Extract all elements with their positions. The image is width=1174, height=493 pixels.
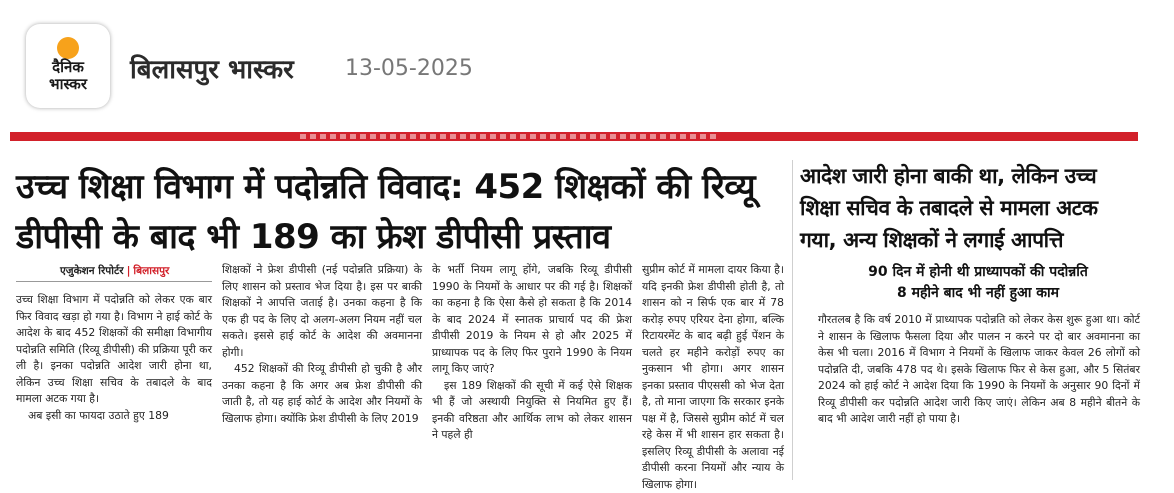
paragraph: सुप्रीम कोर्ट में मामला दायर किया है। यदि इनकी फ्रेश डीपीसी होती है, तो शासन को न सिर्फ एक बार में 78 करोड़ रुपए एरियर देना होगा, बल्कि रिटायरमेंट के बाद बढ़ी हुई पेंशन के चलते हर महीने करोड़ों रुपए का नुकसान भी होगा। अगर शासन इनका प्रस्ताव पीएससी को भेज देता है, तो माना जाएगा कि सरकार इनके पक्ष में है, जिससे सुप्रीम कोर्ट में चल रहे केस में भी शासन हार सकता है। इसलिए रिव्यू डीपीसी के अलावा नई डीपीसी करना नियमों और न्याय के खिलाफ होगा। (642, 263, 784, 491)
paragraph: गौरतलब है कि वर्ष 2010 में प्राध्यापक पदोन्नति को लेकर केस शुरू हुआ था। कोर्ट ने शासन के खिलाफ फैसला दिया और पालन न करने पर दो बार अवमानना का केस भी चला। 2016 में विभाग ने नियमों के खिलाफ जाकर केवल 26 लोगों को पदोन्नति दी, जबकि 478 पद थे। इसके खिलाफ फिर से केस हुआ, और 5 सितंबर 2024 को हाई कोर्ट ने आदेश दिया कि 1990 के नियमों के अनुसार 90 दिनों में रिव्यू डीपीसी कर पदोन्नति आदेश जारी किए जाएं। लेकिन अब 8 महीने बीतने के बाद भी आदेश जारी नहीं हो पाया है। (818, 313, 1140, 425)
byline-reporter: एजुकेशन रिपोर्टर (60, 265, 124, 277)
byline-rule (16, 281, 212, 282)
article-column-1 (16, 292, 212, 478)
paragraph: 452 शिक्षकों की रिव्यू डीपीसी हो चुकी है और उनका कहना है कि अगर अब फ्रेश डीपीसी की जाती है, तो यह हाई कोर्ट के आदेश और नियमों के खिलाफ होगा। क्योंकि फ्रेश डीपीसी के लिए 2019 (222, 362, 422, 425)
faint-print-strip (300, 134, 720, 139)
main-headline: उच्च शिक्षा विभाग में पदोन्नति विवाद: 452 शिक्षकों की रिव्यू डीपीसी के बाद भी 189 का फ्रेश डीपीसी प्रस्ताव (16, 167, 756, 257)
paragraph: उच्च शिक्षा विभाग में पदोन्नति को लेकर एक बार फिर विवाद खड़ा हो गया है। विभाग ने हाई कोर्ट के आदेश के बाद 452 शिक्षकों की समीक्षा विभागीय पदोन्नति समिति (रिव्यू डीपीसी) की प्रक्रिया पूरी कर ली है। इनका पदोन्नति आदेश जारी होना था, लेकिन उच्च शिक्षा सचिव के तबादले के बाद मामला अटक गया है। (16, 293, 212, 405)
logo-text-line2: भास्कर (49, 75, 87, 93)
sub-headline-line1: 90 दिन में होनी थी प्राध्यापकों की पदोन्नति (868, 264, 1088, 280)
side-headline: आदेश जारी होना बाकी था, लेकिन उच्च शिक्षा सचिव के तबादले से मामला अटक गया, अन्य शिक्षकों ने लगाई आपत्ति (800, 164, 1098, 252)
edition-name: बिलासपुर भास्कर (130, 55, 294, 85)
dainik-bhaskar-logo (26, 24, 110, 108)
sub-headline-line2: 8 महीने बाद भी नहीं हुआ काम (896, 285, 1060, 301)
paragraph: अब इसी का फायदा उठाते हुए 189 (28, 408, 169, 422)
logo-text-line1: दैनिक (52, 58, 84, 76)
sub-headline (818, 262, 1138, 304)
byline-place: बिलासपुर (133, 265, 170, 277)
sun-logo-icon (57, 37, 79, 59)
edition-date: 13-05-2025 (345, 56, 473, 81)
paragraph: शिक्षकों ने फ्रेश डीपीसी (नई पदोन्नति प्रक्रिया) के लिए शासन को प्रस्ताव भेज दिया है। इस पर बाकी शिक्षकों ने आपत्ति जताई है। उनका कहना है कि एक ही पद के लिए दो अलग-अलग नियम नहीं चल सकते। इससे हाई कोर्ट के आदेश की अवमानना होगी। (222, 263, 422, 359)
article-column-2 (222, 262, 422, 478)
paragraph: के भर्ती नियम लागू होंगे, जबकि रिव्यू डीपीसी 1990 के नियमों के आधार पर की गई है। शिक्षकों का कहना है कि ऐसा कैसे हो सकता है कि 2014 के बाद 2024 में स्नातक प्राचार्य पद की फ्रेश डीपीसी 2019 के नियम से हो और 2025 में प्राध्यापक पद के लिए फिर पुराने 1990 के नियम लागू किए जाएं? (432, 263, 632, 375)
column-divider (792, 160, 793, 480)
article-column-5 (818, 312, 1140, 478)
article-column-3 (432, 262, 632, 478)
byline: एजुकेशन रिपोर्टर | बिलासपुर (60, 265, 170, 277)
article-column-4 (642, 262, 784, 491)
paragraph: इस 189 शिक्षकों की सूची में कई ऐसे शिक्षक भी हैं जो अस्थायी नियुक्ति से नियमित हुए हैं। इनकी वरिष्ठता और आर्थिक लाभ को लेकर शासन ने पहले ही (432, 378, 632, 441)
